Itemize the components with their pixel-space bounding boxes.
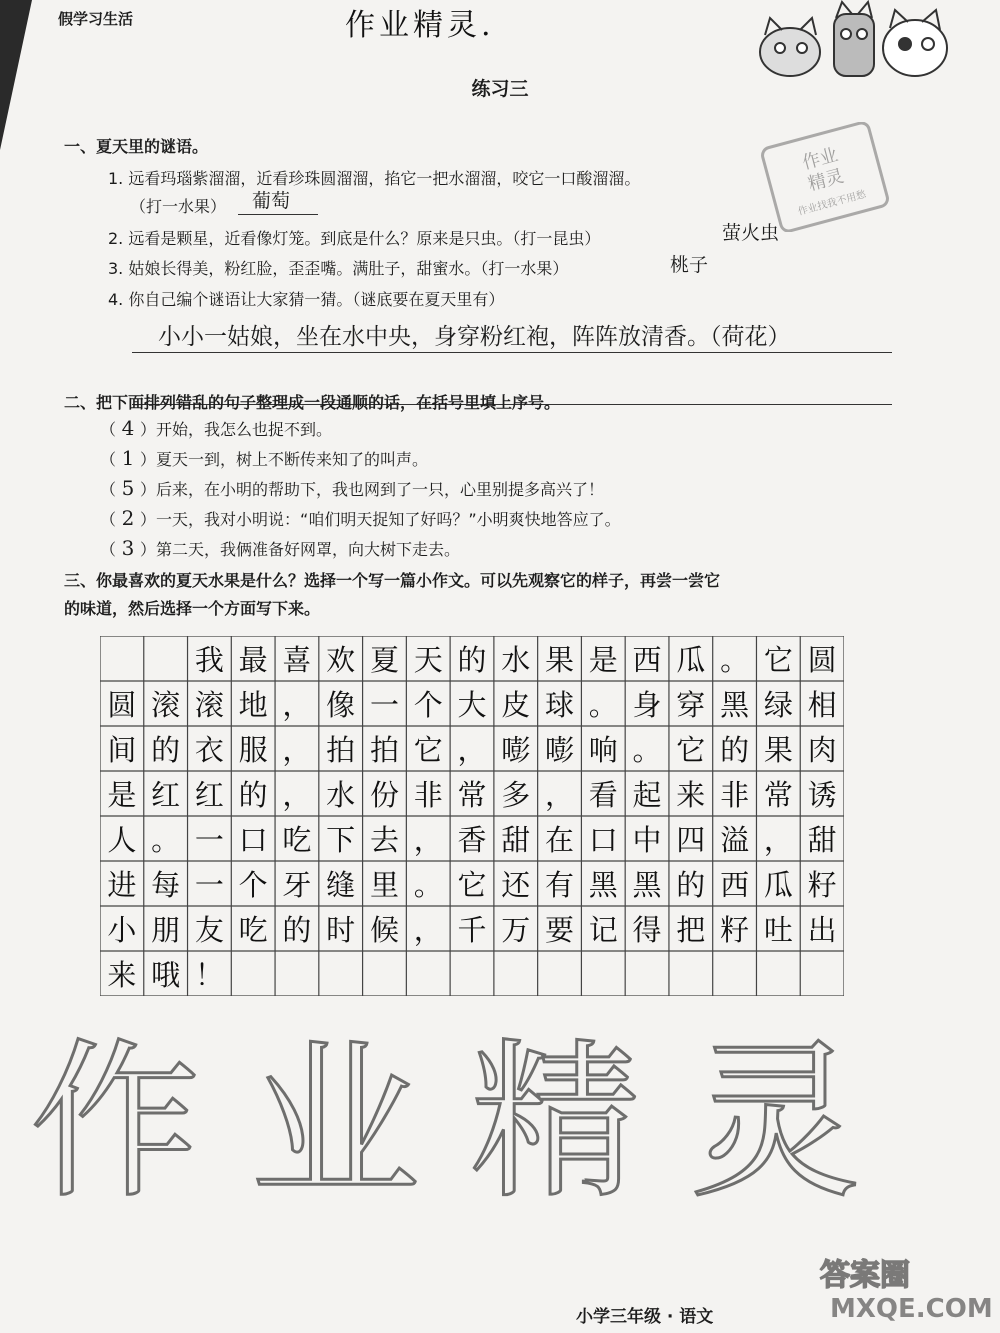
grid-cell: 西	[632, 643, 662, 677]
grid-cell: 候	[369, 913, 399, 947]
grid-cell: 圆	[807, 643, 837, 677]
grid-cell: 瓜	[676, 643, 706, 677]
grid-cell: 它	[457, 868, 487, 902]
q3-text: 3. 姑娘长得美，粉红脸，歪歪嘴。满肚子，甜蜜水。（打一水果）	[108, 259, 569, 278]
grid-cell: 衣	[194, 733, 224, 767]
grid-cell: 红	[194, 778, 224, 812]
grid-cell: 黑	[632, 868, 662, 902]
grid-cell: 。	[720, 643, 750, 677]
grid-cell: 最	[238, 643, 268, 677]
grid-cell: 缝	[326, 868, 356, 902]
grid-cell: 一	[369, 688, 399, 722]
grid-cell: 里	[369, 868, 399, 902]
order-number: 1	[121, 446, 135, 470]
order-item: （ 2 ）一天，我对小明说：“咱们明天捉知了好吗？”小明爽快地答应了。	[100, 506, 621, 530]
q4-answer-line	[132, 352, 892, 353]
grid-cell: 红	[151, 778, 181, 812]
grid-cell: 时	[326, 913, 356, 947]
grid-cell: 穿	[676, 688, 706, 722]
grid-cell: 是	[588, 643, 618, 677]
grid-cell: 甜	[807, 823, 837, 857]
order-text: 第二天，我俩准备好网罩，向大树下走去。	[156, 540, 461, 559]
grid-cell: 看	[588, 778, 618, 812]
grid-cell: 中	[632, 823, 662, 857]
stamp-line1: 作业	[800, 144, 841, 174]
grid-cell: 黑	[588, 868, 618, 902]
grid-cell: 。	[588, 688, 618, 722]
q3-answer: 桃子	[670, 254, 709, 276]
grid-cell: ，	[413, 913, 443, 947]
grid-cell: 还	[501, 868, 531, 902]
q2-answer: 萤火虫	[722, 222, 780, 244]
section3-heading-line2: 的味道，然后选择一个方面写下来。	[64, 599, 321, 618]
grid-cell: 去	[369, 823, 399, 857]
grid-cell: 相	[807, 688, 837, 722]
stamp	[760, 122, 890, 232]
grid-cell: 来	[107, 958, 137, 992]
grid-cell: 黑	[720, 688, 750, 722]
order-number: 5	[121, 476, 135, 500]
grid-cell: ，	[282, 778, 312, 812]
order-text: 开始，我怎么也捉不到。	[156, 420, 333, 439]
order-number: 2	[121, 506, 135, 530]
grid-cell: 非	[720, 778, 750, 812]
section1-heading: 一、夏天里的谜语。	[64, 137, 209, 156]
grid-cell: 西	[720, 868, 750, 902]
grid-cell: 籽	[807, 868, 837, 902]
grid-cell: 圆	[107, 688, 137, 722]
grid-cell: 。	[413, 868, 443, 902]
order-item: （ 3 ）第二天，我俩准备好网罩，向大树下走去。	[100, 536, 461, 560]
grid-cell: 服	[238, 733, 268, 767]
grid-cell: 欢	[326, 643, 356, 677]
grid-cell: 的	[151, 733, 181, 767]
stamp-line3: 作业找我不用愁	[796, 189, 868, 218]
grid-cell: 的	[720, 733, 750, 767]
grid-cell: 瓜	[763, 868, 793, 902]
brand-url: MXQE.COM	[830, 1294, 993, 1324]
grid-cell: 要	[545, 913, 575, 947]
grid-cell: 常	[457, 778, 487, 812]
grid-cell: 在	[545, 823, 575, 857]
grid-cell: 哦	[151, 958, 181, 992]
grid-cell: 它	[413, 733, 443, 767]
grid-cell: 记	[588, 913, 618, 947]
order-item: （ 4 ）开始，我怎么也捉不到。	[100, 416, 333, 440]
grid-cell: 滚	[151, 688, 181, 722]
grid-cell: 的	[282, 913, 312, 947]
q1-hint: （打一水果）	[130, 197, 227, 216]
grid-cell: 一	[194, 823, 224, 857]
cats-illustration	[750, 0, 960, 80]
grid-cell: 小	[107, 913, 137, 947]
grid-cell: 我	[194, 643, 224, 677]
grid-cell: 有	[545, 868, 575, 902]
grid-cell: 非	[413, 778, 443, 812]
watermark: 作业精灵	[30, 1024, 911, 1222]
grid-cell: 人	[107, 823, 137, 857]
q4-answer: 小小一姑娘，坐在水中央，身穿粉红袍，阵阵放清香。（荷花）	[158, 324, 791, 350]
grid-cell: 起	[632, 778, 662, 812]
grid-cell: 是	[107, 778, 137, 812]
grid-cell: 果	[545, 643, 575, 677]
q1-text: 1. 远看玛瑙紫溜溜，近看珍珠圆溜溜，掐它一把水溜溜，咬它一口酸溜溜。	[108, 169, 641, 188]
grid-cell: 个	[413, 688, 443, 722]
grid-cell: 诱	[807, 778, 837, 812]
grid-cell: 间	[107, 733, 137, 767]
grid-cell: 的	[676, 868, 706, 902]
grid-cell: 夏	[369, 643, 399, 677]
order-item: （ 1 ）夏天一到，树上不断传来知了的叫声。	[100, 446, 429, 470]
grid-cell: 的	[238, 778, 268, 812]
grid-cell: 来	[676, 778, 706, 812]
grid-cell: 常	[763, 778, 793, 812]
grid-cell: 万	[501, 913, 531, 947]
grid-cell: 吃	[238, 913, 268, 947]
grid-cell: 得	[632, 913, 662, 947]
composition-grid	[100, 636, 844, 996]
grid-cell: 下	[326, 823, 356, 857]
brand-name: 答案圈	[820, 1258, 910, 1293]
grid-cell: 球	[545, 688, 575, 722]
grid-cell: 千	[457, 913, 487, 947]
grid-cell: 吐	[763, 913, 793, 947]
order-text: 一天，我对小明说：“咱们明天捉知了好吗？”小明爽快地答应了。	[156, 510, 621, 529]
grid-cell: 大	[457, 688, 487, 722]
grid-cell: 个	[238, 868, 268, 902]
section3-heading-line1: 三、你最喜欢的夏天水果是什么？选择一个写一篇小作文。可以先观察它的样子，再尝一尝它	[64, 571, 721, 590]
grid-cell: 甜	[501, 823, 531, 857]
order-text: 后来，在小明的帮助下，我也网到了一只，心里别提多高兴了！	[156, 480, 605, 499]
grid-cell: 多	[501, 778, 531, 812]
grid-cell: 牙	[282, 868, 312, 902]
grid-cell: 。	[151, 823, 181, 857]
grid-cell: 肉	[807, 733, 837, 767]
grid-cell: 它	[676, 733, 706, 767]
grid-cell: 水	[326, 778, 356, 812]
grid-cell: 口	[588, 823, 618, 857]
grid-cell: 响	[588, 733, 618, 767]
grid-cell: 友	[194, 913, 224, 947]
grid-cell: 绿	[763, 688, 793, 722]
header-label: 假学习生活	[58, 10, 134, 28]
grid-cell: 朋	[151, 913, 181, 947]
grid-cell: 果	[763, 733, 793, 767]
grid-cell: 四	[676, 823, 706, 857]
grid-cell: 嘭	[545, 733, 575, 767]
grid-cell: ，	[763, 823, 793, 857]
grid-cell: 喜	[282, 643, 312, 677]
q4-text: 4. 你自己编个谜语让大家猜一猜。（谜底要在夏天里有）	[108, 290, 505, 309]
grid-cell: 像	[326, 688, 356, 722]
grid-cell: ！	[194, 958, 224, 992]
grid-cell: 拍	[369, 733, 399, 767]
grid-cell: 天	[413, 643, 443, 677]
grid-cell: 吃	[282, 823, 312, 857]
grid-cell: 身	[632, 688, 662, 722]
order-number: 3	[121, 536, 135, 560]
grid-cell: ，	[413, 823, 443, 857]
handwritten-title: 作业精灵.	[345, 8, 495, 43]
grid-cell: 水	[501, 643, 531, 677]
grid-cell: ，	[282, 733, 312, 767]
grid-cell: 香	[457, 823, 487, 857]
order-item: （ 5 ）后来，在小明的帮助下，我也网到了一只，心里别提多高兴了！	[100, 476, 605, 500]
section2-heading: 二、把下面排列错乱的句子整理成一段通顺的话，在括号里填上序号。	[64, 393, 561, 412]
footer-label: 小学三年级 · 语文	[576, 1307, 714, 1327]
q1-answer-line	[238, 214, 318, 215]
stamp-line2: 精灵	[805, 165, 847, 196]
grid-cell: 把	[676, 913, 706, 947]
grid-cell: 皮	[501, 688, 531, 722]
grid-cell: 嘭	[501, 733, 531, 767]
page-title: 练习三	[471, 78, 529, 100]
grid-cell: 一	[194, 868, 224, 902]
grid-cell: 出	[807, 913, 837, 947]
grid-cell: 拍	[326, 733, 356, 767]
grid-cell: ，	[282, 688, 312, 722]
grid-cell: 进	[107, 868, 137, 902]
grid-cell: 籽	[720, 913, 750, 947]
order-number: 4	[121, 416, 135, 440]
grid-cell: 每	[151, 868, 181, 902]
grid-cell: 它	[763, 643, 793, 677]
grid-cell: 口	[238, 823, 268, 857]
order-text: 夏天一到，树上不断传来知了的叫声。	[156, 450, 429, 469]
grid-cell: 。	[632, 733, 662, 767]
grid-cell: 地	[238, 688, 268, 722]
grid-cell: 滚	[194, 688, 224, 722]
grid-cell: ，	[545, 778, 575, 812]
q1-answer: 葡萄	[252, 190, 291, 212]
grid-cell: 份	[369, 778, 399, 812]
q2-text: 2. 远看是颗星，近看像灯笼。到底是什么？原来是只虫。（打一昆虫）	[108, 229, 601, 248]
grid-cell: 的	[457, 643, 487, 677]
grid-cell: ，	[457, 733, 487, 767]
grid-cell: 溢	[720, 823, 750, 857]
